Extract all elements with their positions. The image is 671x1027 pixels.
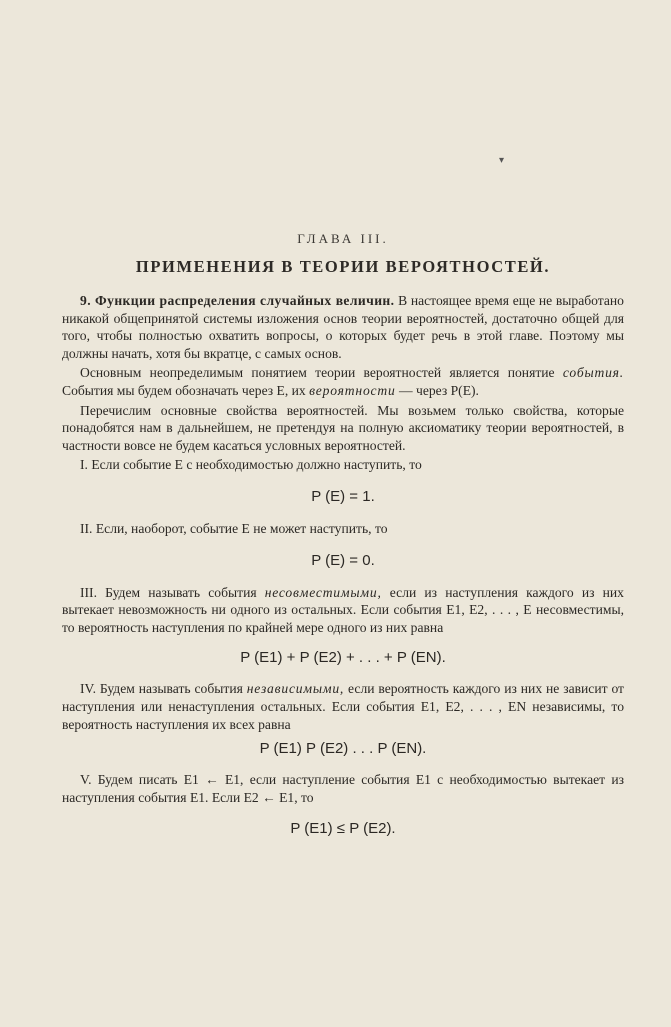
- chapter-heading: ГЛАВА III.: [297, 231, 389, 246]
- events-text-b: События мы будем обозначать через E, их: [62, 382, 310, 398]
- stray-mark: ▾: [499, 155, 505, 166]
- axiom-1: I. Если событие E с необходимостью должно наступить, то: [80, 457, 422, 473]
- paragraph-events: [62, 364, 624, 399]
- formula-5: P (E1) ≤ P (E2).: [290, 820, 396, 838]
- paragraph-properties: Перечислим основные свойства вероятностей. Мы возьмем только свойства, которые понадобятся нам в дальнейшем, не претендуя на полную аксиоматику теории вероятностей, в частности вовсе не будем касаться условных вероятностей.: [62, 402, 624, 453]
- axiom-4-text-a: IV. Будем называть события: [80, 681, 247, 697]
- term-independent: независимыми,: [246, 681, 345, 697]
- formula-2: P (E) = 0.: [311, 551, 375, 569]
- chapter-title: ПРИМЕНЕНИЯ В ТЕОРИИ ВЕРОЯТНОСТЕЙ.: [135, 257, 551, 276]
- axiom-2: II. Если, наоборот, событие E не может наступить, то: [80, 520, 388, 536]
- axiom-3: [62, 584, 624, 637]
- axiom-5: V. Будем писать E1 ← E1, если наступление события E1 с необходимостью вытекает из наступления события E1. Если E2 ← E1, то: [62, 772, 624, 805]
- axiom-4-text-b: если вероятность каждого из них не зависит от наступления или ненаступления остальных. Если события E1, E2, . . . , EN независимы, то вероятность наступления их всех равна: [62, 681, 624, 732]
- formula-3: P (E1) + P (E2) + . . . + P (EN).: [240, 649, 446, 667]
- events-text-c: — через P(E).: [395, 382, 479, 398]
- term-incompatible: несовместимыми,: [264, 584, 382, 600]
- axiom-4: [62, 680, 624, 733]
- formula-1: P (E) = 1.: [311, 487, 375, 505]
- term-probabilities: вероятности: [309, 382, 396, 398]
- events-text-a: Основным неопределимым понятием теории вероятностей является понятие: [80, 365, 563, 381]
- formula-4: P (E1) P (E2) . . . P (EN).: [259, 740, 427, 758]
- page: [62, 0, 624, 1027]
- axiom-3-text-b: если из наступления каждого из них вытекает невозможность ни одного из остальных. Если события E1, E2, . . . , E несовместимы, то вероятность наступления по крайней мере одного из них равна: [62, 584, 624, 635]
- section-9-text: В настоящее время еще не выработано никакой общепринятой системы изложения основ теории вероятностей, достаточно общей для того, чтобы полностью охватить вопросы, о которых будет речь в этой главе. Поэтому мы должны начать, хотя бы вкратце, с самых основ.: [62, 293, 624, 361]
- axiom-3-text-a: III. Будем называть события: [80, 584, 265, 600]
- text-body: [62, 292, 624, 839]
- paragraph-section-9: [62, 292, 624, 362]
- section-heading: 9. Функции распределения случайных величин.: [80, 293, 395, 308]
- term-events: события.: [562, 365, 624, 381]
